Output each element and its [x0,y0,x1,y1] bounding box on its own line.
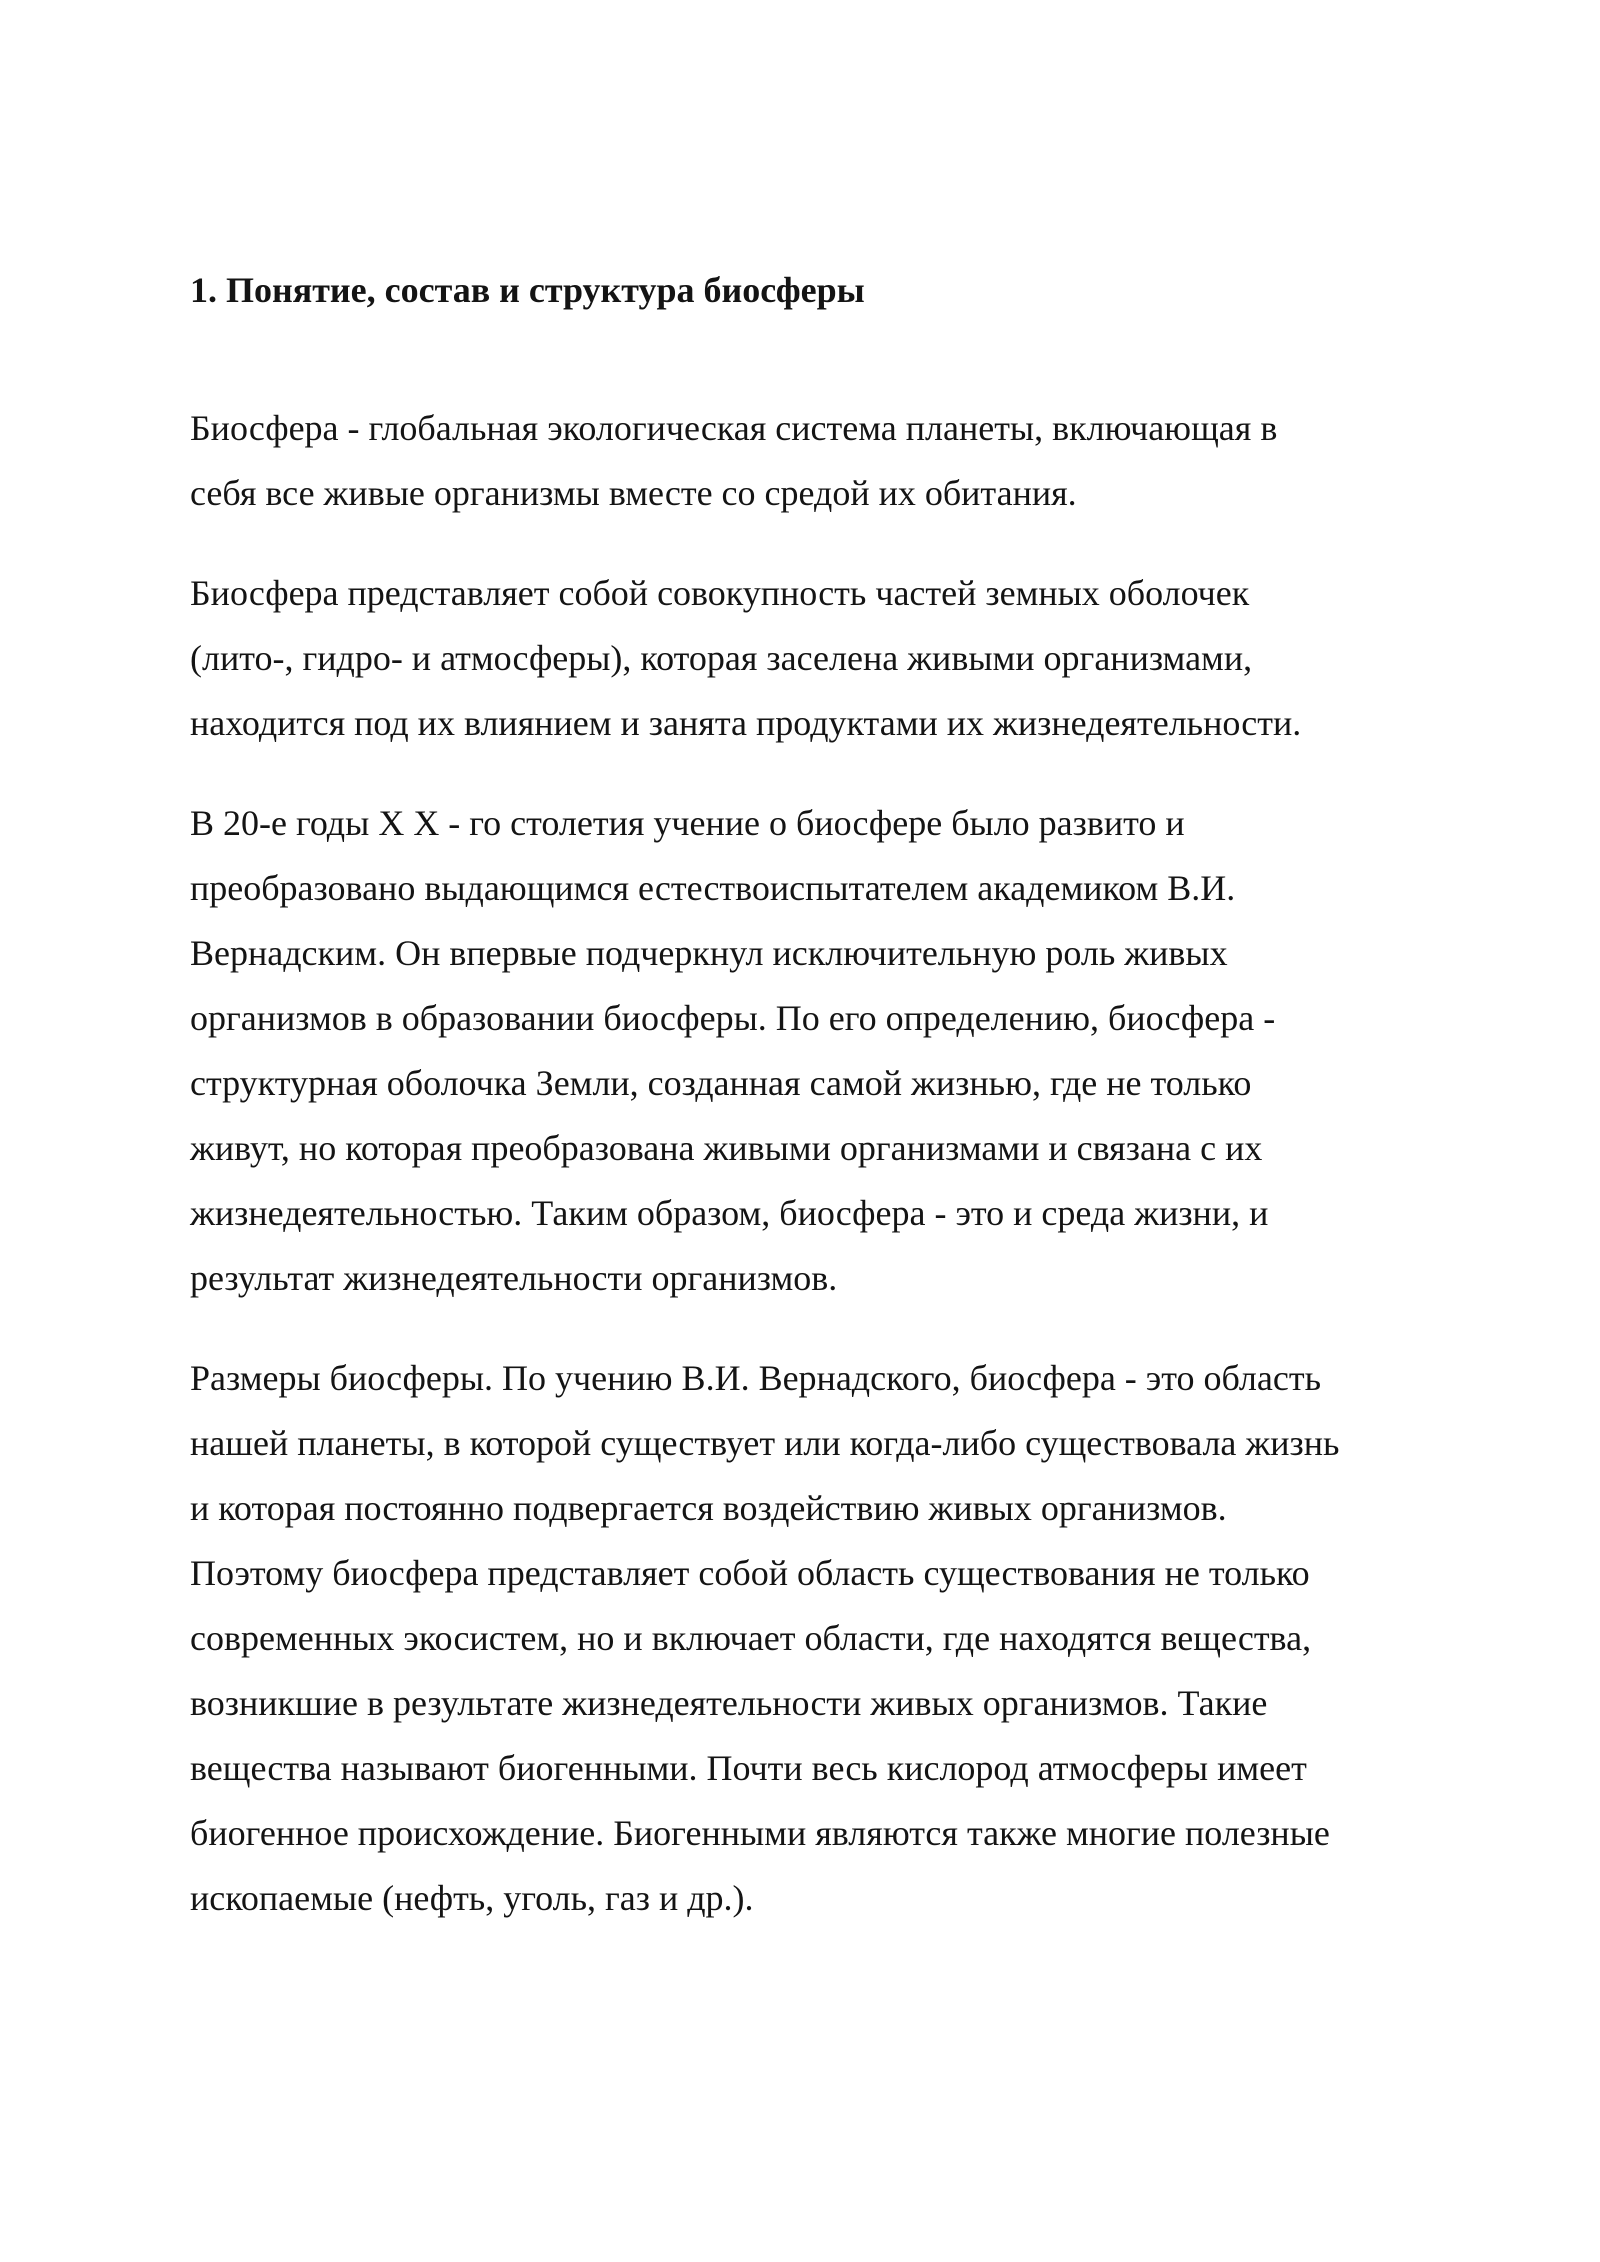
paragraph-line: В 20-е годы X X - го столетия учение о биосфере было развито и [190,803,1185,843]
paragraph-line: находится под их влиянием и занята продуктами их жизнедеятельности. [190,703,1302,743]
paragraph-line: себя все живые организмы вместе со средой их обитания. [190,473,1077,513]
paragraph-line: организмов в образовании биосферы. По его определению, биосфера - [190,998,1276,1038]
paragraph-line: структурная оболочка Земли, созданная самой жизнью, где не только [190,1063,1252,1103]
paragraph-line: ископаемые (нефть, уголь, газ и др.). [190,1878,754,1918]
document-body [190,262,1440,1966]
paragraph-2 [190,561,1440,756]
paragraph-1 [190,396,1440,526]
paragraph-line: вещества называют биогенными. Почти весь кислород атмосферы имеет [190,1748,1307,1788]
paragraph-line: и которая постоянно подвергается воздействию живых организмов. [190,1488,1227,1528]
paragraph-line: Размеры биосферы. По учению В.И. Вернадского, биосфера - это область [190,1358,1321,1398]
paragraph-line: Биосфера представляет собой совокупность частей земных оболочек [190,573,1250,613]
paragraph-line: возникшие в результате жизнедеятельности живых организмов. Такие [190,1683,1268,1723]
paragraph-line: биогенное происхождение. Биогенными являются также многие полезные [190,1813,1330,1853]
paragraph-line: живут, но которая преобразована живыми организмами и связана с их [190,1128,1263,1168]
paragraph-4 [190,1346,1440,1931]
paragraph-line: результат жизнедеятельности организмов. [190,1258,838,1298]
paragraph-line: современных экосистем, но и включает области, где находятся вещества, [190,1618,1312,1658]
section-heading: 1. Понятие, состав и структура биосферы [190,270,865,310]
paragraph-line: преобразовано выдающимся естествоиспытателем академиком В.И. [190,868,1236,908]
paragraph-line: (лито-, гидро- и атмосферы), которая заселена живыми организмами, [190,638,1253,678]
paragraph-line: нашей планеты, в которой существует или когда-либо существовала жизнь [190,1423,1340,1463]
paragraph-3 [190,791,1440,1311]
paragraph-line: жизнедеятельностью. Таким образом, биосфера - это и среда жизни, и [190,1193,1269,1233]
paragraph-line: Биосфера - глобальная экологическая система планеты, включающая в [190,408,1278,448]
paragraph-line: Поэтому биосфера представляет собой область существования не только [190,1553,1310,1593]
paragraph-line: Вернадским. Он впервые подчеркнул исключительную роль живых [190,933,1228,973]
